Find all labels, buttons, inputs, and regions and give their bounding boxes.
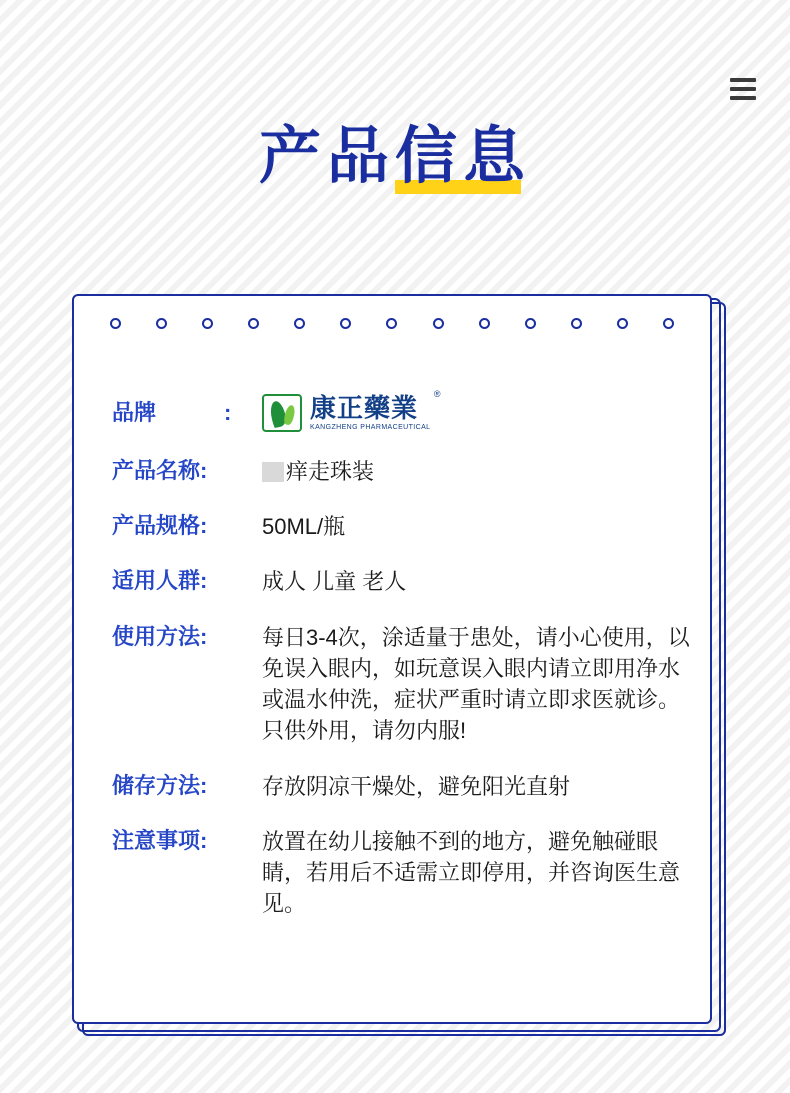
info-label-product-name	[112, 456, 207, 486]
hamburger-menu-icon[interactable]	[730, 78, 756, 100]
info-label-product-name-colon: :	[200, 458, 208, 483]
product-info-list	[112, 388, 690, 944]
punch-hole	[202, 318, 213, 329]
info-value-audience: 成人 儿童 老人	[262, 569, 407, 595]
info-label-spec	[112, 511, 207, 541]
menu-bar-2	[730, 87, 756, 91]
info-value-cautions: 放置在幼儿接触不到的地方，避免触碰眼睛，若用后不适需立即停用，并咨询医生意见。	[262, 828, 681, 917]
info-value-spec: 50ML/瓶	[262, 514, 346, 540]
info-label-audience-colon: :	[200, 568, 208, 594]
info-label-spec-text: 产品规格	[112, 513, 201, 539]
punch-hole	[386, 318, 397, 329]
registered-trademark-icon: ®	[433, 388, 441, 399]
info-label-usage-text: 使用方法	[112, 623, 201, 649]
punch-hole-row	[110, 318, 674, 329]
info-label-cautions-colon: :	[200, 827, 208, 853]
info-label-cautions	[112, 826, 207, 856]
brand-logo-text	[310, 388, 441, 432]
info-label-storage-colon: :	[200, 772, 208, 798]
punch-hole	[663, 318, 674, 329]
info-label-brand-colon: :	[224, 400, 232, 425]
info-label-wrap	[112, 826, 254, 856]
punch-hole	[479, 318, 490, 329]
info-value-usage: 每日3-4次，涂适量于患处，请小心使用，以免误入眼内，如玩意误入眼内请立即用净水或温水仲洗，症状严重时请立即求医就诊。只供外用，请勿内服!	[262, 624, 690, 744]
info-value-product-name-wrap	[254, 456, 690, 487]
page-title-inner	[258, 122, 531, 191]
info-label-brand	[112, 398, 231, 428]
info-row-storage	[112, 771, 690, 802]
punch-hole	[156, 318, 167, 329]
info-label-storage-text: 储存方法	[112, 772, 201, 798]
info-row-product-name	[112, 456, 690, 487]
info-label-audience-text: 适用人群	[112, 568, 201, 594]
page-title-container	[0, 122, 790, 191]
punch-hole	[248, 318, 259, 329]
punch-hole	[617, 318, 628, 329]
info-label-audience	[112, 566, 207, 596]
info-label-usage-colon: :	[200, 623, 208, 649]
info-row-brand	[112, 388, 690, 432]
punch-hole	[294, 318, 305, 329]
info-value-storage: 存放阴凉干燥处，避免阳光直射	[262, 773, 571, 799]
punch-hole	[110, 318, 121, 329]
brand-leaf-icon	[262, 394, 302, 432]
info-label-wrap	[112, 771, 254, 801]
brand-name-en: KANGZHENG PHARMACEUTICAL	[310, 424, 431, 432]
info-row-usage	[112, 622, 690, 747]
redacted-block	[262, 462, 284, 482]
info-row-cautions	[112, 826, 690, 920]
punch-hole	[433, 318, 444, 329]
info-label-wrap	[112, 456, 254, 486]
punch-hole	[571, 318, 582, 329]
info-value-product-name: 痒走珠装	[286, 459, 375, 484]
product-info-card-stack	[72, 294, 722, 1040]
page-title: 产品信息	[258, 122, 531, 191]
info-label-usage	[112, 622, 207, 652]
product-info-card	[72, 294, 712, 1024]
punch-hole	[525, 318, 536, 329]
brand-name-cn: 康正藥業	[310, 393, 419, 423]
punch-hole	[340, 318, 351, 329]
brand-logo	[254, 388, 441, 432]
info-label-wrap	[112, 511, 254, 541]
info-label-brand-text: 品牌	[112, 400, 157, 425]
menu-bar-1	[730, 78, 756, 82]
info-row-spec	[112, 511, 690, 542]
info-label-wrap	[112, 566, 254, 596]
info-label-wrap	[112, 398, 254, 428]
info-label-wrap	[112, 622, 254, 652]
leaf-shape-secondary	[283, 404, 297, 426]
info-label-storage	[112, 771, 207, 801]
info-label-product-name-text: 产品名称	[112, 458, 201, 483]
menu-bar-3	[730, 96, 756, 100]
info-row-audience	[112, 566, 690, 597]
info-label-spec-colon: :	[200, 513, 208, 539]
info-label-cautions-text: 注意事项	[112, 827, 201, 853]
